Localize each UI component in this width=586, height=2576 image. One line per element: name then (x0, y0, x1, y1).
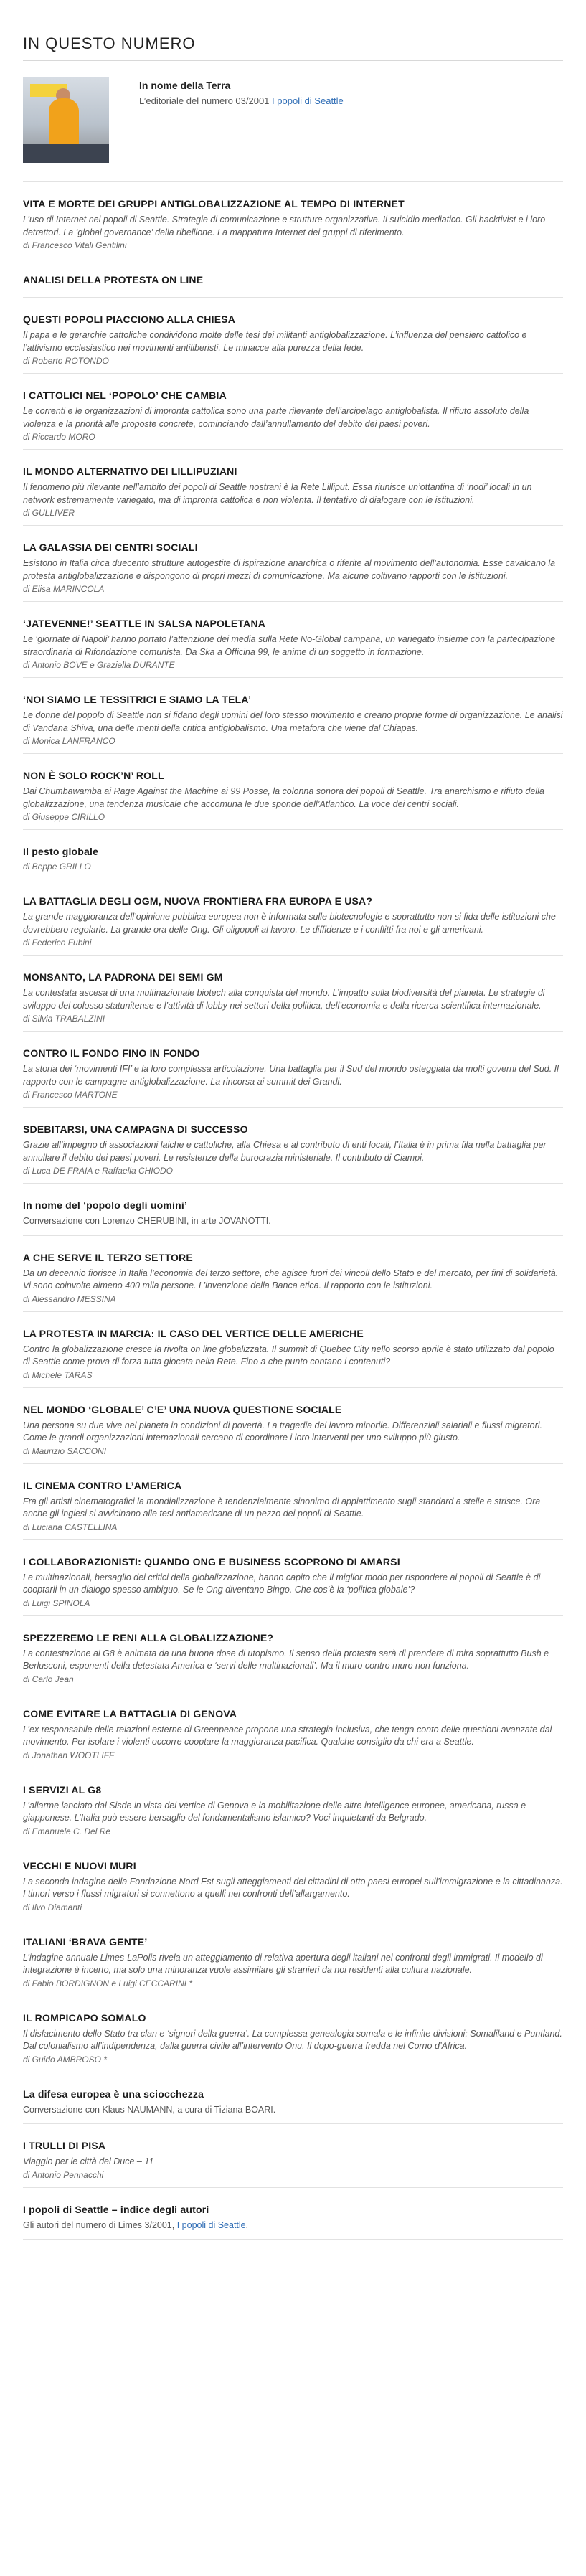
article-item (23, 1844, 563, 1920)
article-subtitle: Conversazione con Klaus NAUMANN, a cura di Tiziana BOARI. (23, 2104, 276, 2115)
article-title[interactable]: CONTRO IL FONDO FINO IN FONDO (23, 1047, 200, 1059)
article-summary: Le donne del popolo di Seattle non si fidano degli uomini del loro stesso movimento e creano proprie forme di organizzazione. Le analisi di Vandana Shiva, una delle menti della critica antiglobalismo. Una metafora che viene dal Chiapas. (23, 710, 563, 733)
article-item (23, 1768, 563, 1844)
article-title[interactable]: ANALISI DELLA PROTESTA ON LINE (23, 274, 204, 286)
article-item (23, 1184, 563, 1236)
article-title[interactable]: La difesa europea è una sciocchezza (23, 2087, 204, 2100)
article-item (23, 2188, 563, 2240)
article-summary: Viaggio per le città del Duce – 11 (23, 2156, 154, 2166)
article-item (23, 1540, 563, 1616)
article-title[interactable]: A CHE SERVE IL TERZO SETTORE (23, 1251, 193, 1263)
article-author: di Monica LANFRANCO (23, 736, 115, 746)
article-title[interactable]: ITALIANI ‘BRAVA GENTE’ (23, 1935, 148, 1948)
article-author: di Luciana CASTELLINA (23, 1521, 118, 1532)
article-summary: Da un decennio fioriscе in Italia l’economia del terzo settore, che agisce fuori dei vincoli dello Stato e del mercato, per fini di solidarietà. Vi sono coinvolte almeno 400 mila persone. L’invenzione della Banca etica. Il rapporto con le istituzioni. (23, 1268, 559, 1291)
article-title[interactable]: SDEBITARSI, UNA CAMPAGNA DI SUCCESSO (23, 1123, 248, 1135)
featured-editorial (23, 77, 563, 182)
article-item (23, 879, 563, 956)
article-summary: Contro la globalizzazione cresce la rivolta on line globalizzata. Il summit di Quebec City nello scorso aprile è stato utilizzato dal popolo di Seattle come prova di forza tutta giocata nella Rete. Fino a che punto contano i contenuti? (23, 1344, 554, 1367)
article-summary: L’allarme lanciato dal Sisde in vista del vertice di Genova e la mobilitazione delle altre intelligence europee, americana, russa e giapponese. L’Italia può essere bersaglio del fondamentalismo islamico? Voci inquietanti da Belgrado. (23, 1800, 526, 1823)
article-item (23, 678, 563, 754)
article-summary: Il disfacimento dello Stato tra clan e ‘signori della guerra’. La complessa genealogia somala e le infinite divisioni: Somaliland e Puntland. Dal colonialismo all’indipendenza, dalla guerra civile all’intervento Onu. Il dopo-guerra fredda nel Corno d’Africa. (23, 2028, 562, 2051)
article-item (23, 1032, 563, 1108)
article-author: di Carlo Jean (23, 1674, 74, 1684)
featured-desc (139, 95, 344, 106)
article-subtitle: Conversazione con Lorenzo CHERUBINI, in arte JOVANOTTI. (23, 1216, 271, 1226)
article-summary: Il papa e le gerarchie cattoliche condividono molte delle tesi dei militanti antiglobalizzazione. L’influenza del pensiero cattolico e l’attivismo ecclesiastico nei movimenti antiliberisti. Le minacce alla purezza della fede. (23, 330, 527, 353)
article-summary: La seconda indagine della Fondazione Nord Est sugli atteggiamenti dei cittadini di otto paesi europei sull’immigrazione e la cittadinanza. I timori verso i flussi migratori si connettono a quelli nei confronti dell’allargamento. (23, 1876, 563, 1899)
article-summary: Le ‘giornate di Napoli’ hanno portato l’attenzione dei media sulla Rete No-Global campana, un variegato insieme con la partecipazione straordinaria di Rifondazione comunista. Da Ska a Officina 99, le anime di un soggetto in formazione. (23, 634, 556, 657)
article-summary: La contestata ascesa di una multinazionale biotech alla conquista del mondo. L’impatto sulla biodiversità del pianeta. Le strategie di sviluppo del colosso statunitense e l’attività di lobby nei settori della politica, dell’economia e della ricerca scientifica internazionale. (23, 988, 545, 1011)
article-title[interactable]: COME EVITARE LA BATTAGLIA DI GENOVA (23, 1707, 237, 1719)
article-title[interactable]: In nome del ‘popolo degli uomini’ (23, 1199, 188, 1211)
article-item (23, 1388, 563, 1464)
article-title[interactable]: NON È SOLO ROCK’N’ ROLL (23, 770, 164, 781)
article-author: di Alessandro MESSINA (23, 1293, 116, 1304)
article-title[interactable]: NEL MONDO ‘GLOBALE’ C’E’ UNA NUOVA QUESTIONE SOCIALE (23, 1403, 342, 1415)
article-item (23, 1616, 563, 1692)
article-item (23, 602, 563, 678)
article-author: di Silvia TRABALZINI (23, 1014, 105, 1024)
article-title[interactable]: LA PROTESTA IN MARCIA: IL CASO DEL VERTICE DELLE AMERICHE (23, 1327, 364, 1339)
article-item (23, 754, 563, 830)
article-title[interactable]: ‘NOI SIAMO LE TESSITRICI E SIAMO LA TELA’ (23, 694, 252, 705)
article-title[interactable]: IL ROMPICAPO SOMALO (23, 2011, 146, 2024)
article-item (23, 2124, 563, 2188)
article-item (23, 1312, 563, 1388)
article-summary: Esistono in Italia circa duecento strutture autogestite di ispirazione anarchica o riferite al movimento dell’autonomia. Esse cavalcano la protesta antiglobalizzazione e dispongono di propri mezzi di comunicazione. Ma alcune coltivano rapporti con le istituzioni. (23, 558, 556, 581)
article-title[interactable]: IL CINEMA CONTRO L’AMERICA (23, 1479, 182, 1491)
section-title: IN QUESTO NUMERO (23, 34, 563, 61)
article-title[interactable]: Il pesto globale (23, 846, 99, 857)
article-title[interactable]: MONSANTO, LA PADRONA DEI SEMI GM (23, 971, 223, 983)
article-title[interactable]: VECCHI E NUOVI MURI (23, 1859, 136, 1872)
article-subtitle-text: Gli autori del numero di Limes 3/2001, (23, 2219, 175, 2230)
article-subtitle: Gli autori del numero di Limes 3/2001, I popoli di Seattle. (23, 2219, 249, 2230)
article-summary: Fra gli artisti cinematografici la mondializzazione è tendenzialmente sinonimo di appiattimento sugli standard a stelle e strisce. Ora anche gli inglesi si avvicinano alle tesi antiamericane di un pezzo dei popoli di Seattle. (23, 1496, 541, 1519)
article-author: di Maurizio SACCONI (23, 1445, 107, 1456)
article-title[interactable]: QUESTI POPOLI PIACCIONO ALLA CHIESA (23, 313, 236, 325)
article-summary: Le multinazionali, bersaglio dei critici della globalizzazione, hanno capito che il miglior modo per rispondere ai popoli di Seattle è di cooptarli in un dialogo spesso ambiguo. Se le Ong diventano Bingo. Che cos’è la ‘politica globale’? (23, 1572, 541, 1595)
article-item (23, 1996, 563, 2072)
article-author: di Fabio BORDIGNON e Luigi CECCARINI * (23, 1978, 193, 1988)
article-summary: L’ex responsabile delle relazioni esterne di Greenpeace propone una strategia inclusiva, che tenga conto delle questioni avanzate dal movimento. Per isolare i violenti occorre cooptare la maggioranza pacifica. Qualche consiglio da chi era a Seattle. (23, 1724, 552, 1747)
issue-link[interactable]: I popoli di Seattle (176, 2219, 246, 2230)
article-author: di GULLIVER (23, 508, 75, 518)
article-summary: Le correnti e le organizzazioni di impronta cattolica sono una parte rilevante dell’arcipelago antiglobalista. Il rifiuto assoluto della violenza e la priorità alle proposte concrete, cominciando dall’annullamento del debito dei paesi poveri. (23, 406, 529, 429)
article-author: di Michele TARAS (23, 1369, 93, 1380)
article-item (23, 298, 563, 374)
article-title[interactable]: IL MONDO ALTERNATIVO DEI LILLIPUZIANI (23, 466, 237, 477)
article-title[interactable]: I SERVIZI AL G8 (23, 1783, 102, 1796)
article-summary: La grande maggioranza dell’opinione pubblica europea non è informata sulle biotecnologie e soprattutto non si fida delle istituzioni che dovrebbero regolarle. La grande ora delle Ong. Gli oligopoli al lavoro. Le diffidenze e i conflitti fra noi e gli americani. (23, 912, 556, 935)
article-author: di Giuseppe CIRILLO (23, 812, 105, 822)
article-author: di Elisa MARINCOLA (23, 584, 105, 594)
article-title[interactable]: ‘JATEVENNE!’ SEATTLE IN SALSA NAPOLETANA (23, 618, 266, 629)
article-author: di Luca DE FRAIA e Raffaella CHIODO (23, 1166, 173, 1176)
article-author: di Francesco Vitali Gentilini (23, 240, 127, 250)
article-author: di Guido AMBROSO * (23, 2054, 107, 2065)
article-author: di Beppe GRILLO (23, 862, 91, 872)
article-item (23, 956, 563, 1032)
article-list (23, 182, 563, 2240)
article-item (23, 374, 563, 450)
article-author: di Luigi SPINOLA (23, 1598, 90, 1608)
article-item (23, 1108, 563, 1184)
article-item (23, 450, 563, 526)
article-title[interactable]: I popoli di Seattle – indice degli autori (23, 2203, 209, 2215)
article-item (23, 830, 563, 879)
article-summary: La contestazione al G8 è animata da una buona dose di utopismo. Il senso della protesta sarà di prendere di mira soprattutto Bush e Berlusconi, esponenti della detestata America e ‘servi delle multinazionali’. Ma il muro contro muro non funziona. (23, 1648, 549, 1671)
article-summary: Il fenomeno più rilevante nell’ambito dei popoli di Seattle nostrani è la Rete Lilliput. Essa riunisce un’ottantina di ‘nodi’ locali in un network estremamente variegato, ma di impronta cattolica e non violenta. Il tentativo di dialogare con le istituzioni. (23, 482, 532, 505)
article-title[interactable]: LA BATTAGLIA DEGLI OGM, NUOVA FRONTIERA FRA EUROPA E USA? (23, 895, 373, 907)
article-author: di Federico Fubini (23, 938, 92, 948)
article-item (23, 1920, 563, 1996)
article-summary: Dai Chumbawamba ai Rage Against the Machine ai 99 Posse, la colonna sonora dei popoli di Seattle. Tra anarchismo e rifiuto della globalizzazione, una tendenza musicale che accomuna le due sponde dell’Atlantico. La voce dei centri sociali. (23, 786, 544, 809)
article-author: di Antonio Pennacchi (23, 2169, 104, 2180)
featured-issue-link[interactable]: I popoli di Seattle (272, 95, 344, 106)
article-item (23, 1692, 563, 1768)
editorial-image[interactable] (23, 77, 109, 163)
article-title[interactable]: SPEZZEREMO LE RENI ALLA GLOBALIZZAZIONE? (23, 1631, 274, 1643)
article-title[interactable]: I TRULLI DI PISA (23, 2140, 106, 2151)
article-author: di Roberto ROTONDO (23, 356, 109, 366)
article-title[interactable]: I CATTOLICI NEL ‘POPOLO’ CHE CAMBIA (23, 390, 227, 401)
article-author: di Ilvo Diamanti (23, 1902, 82, 1912)
article-summary: La storia dei ‘movimenti IFI’ e la loro complessa articolazione. Una battaglia per il Sud del mondo osteggiata da molti governi del Sud. Il rapporto con le campagne antiglobalizzazione. La rincorsa ai summit dei Grandi. (23, 1064, 559, 1087)
article-item (23, 182, 563, 258)
article-item (23, 1464, 563, 1540)
article-author: di Riccardo MORO (23, 432, 95, 442)
article-author: di Emanuele C. Del Re (23, 1826, 111, 1836)
article-title[interactable]: LA GALASSIA DEI CENTRI SOCIALI (23, 542, 198, 553)
article-summary: Una persona su due vive nel pianeta in condizioni di povertà. La tragedia del lavoro minorile. Differenziali salariali e flussi migratori. Come le grandi organizzazioni internazionali cercano di coordinare i loro interventi per uno sviluppo più giusto. (23, 1420, 542, 1443)
article-summary: L’uso di Internet nei popoli di Seattle. Strategie di comunicazione e strutture organizzative. Il suicidio mediatico. Gli hacktivist e i loro detrattori. La ‘global governance’ della ribellione. La mappatura Internet dei gruppi di riferimento. (23, 214, 546, 237)
article-summary: Grazie all’impegno di associazioni laiche e cattoliche, alla Chiesa e al contributo di enti locali, l’Italia è in prima fila nella battaglia per annullare il debito dei paesi poveri. Le resistenze della burocrazia ministeriale. Il contributo di Ciampi. (23, 1140, 547, 1163)
article-author: di Jonathan WOOTLIFF (23, 1750, 115, 1760)
article-title[interactable]: VITA E MORTE DEI GRUPPI ANTIGLOBALIZZAZIONE AL TEMPO DI INTERNET (23, 198, 405, 209)
article-item (23, 1236, 563, 1312)
article-item (23, 2072, 563, 2125)
featured-desc-text: L’editoriale del numero 03/2001 (139, 95, 270, 106)
article-summary: L’indagine annuale Limes-LaPolis rivela un atteggiamento di relativa apertura degli italiani nei confronti degli immigrati. Il modello di integrazione è incerto, ma solo una minoranza vuole assimilare gli stranieri da noi residenti alla cultura nazionale. (23, 1952, 543, 1975)
article-item (23, 258, 563, 298)
featured-title[interactable]: In nome della Terra (139, 80, 231, 91)
article-author: di Antonio BOVE e Graziella DURANTE (23, 660, 175, 670)
article-author: di Francesco MARTONE (23, 1090, 118, 1100)
article-item (23, 526, 563, 602)
article-title[interactable]: I COLLABORAZIONISTI: QUANDO ONG E BUSINESS SCOPRONO DI AMARSI (23, 1555, 400, 1567)
